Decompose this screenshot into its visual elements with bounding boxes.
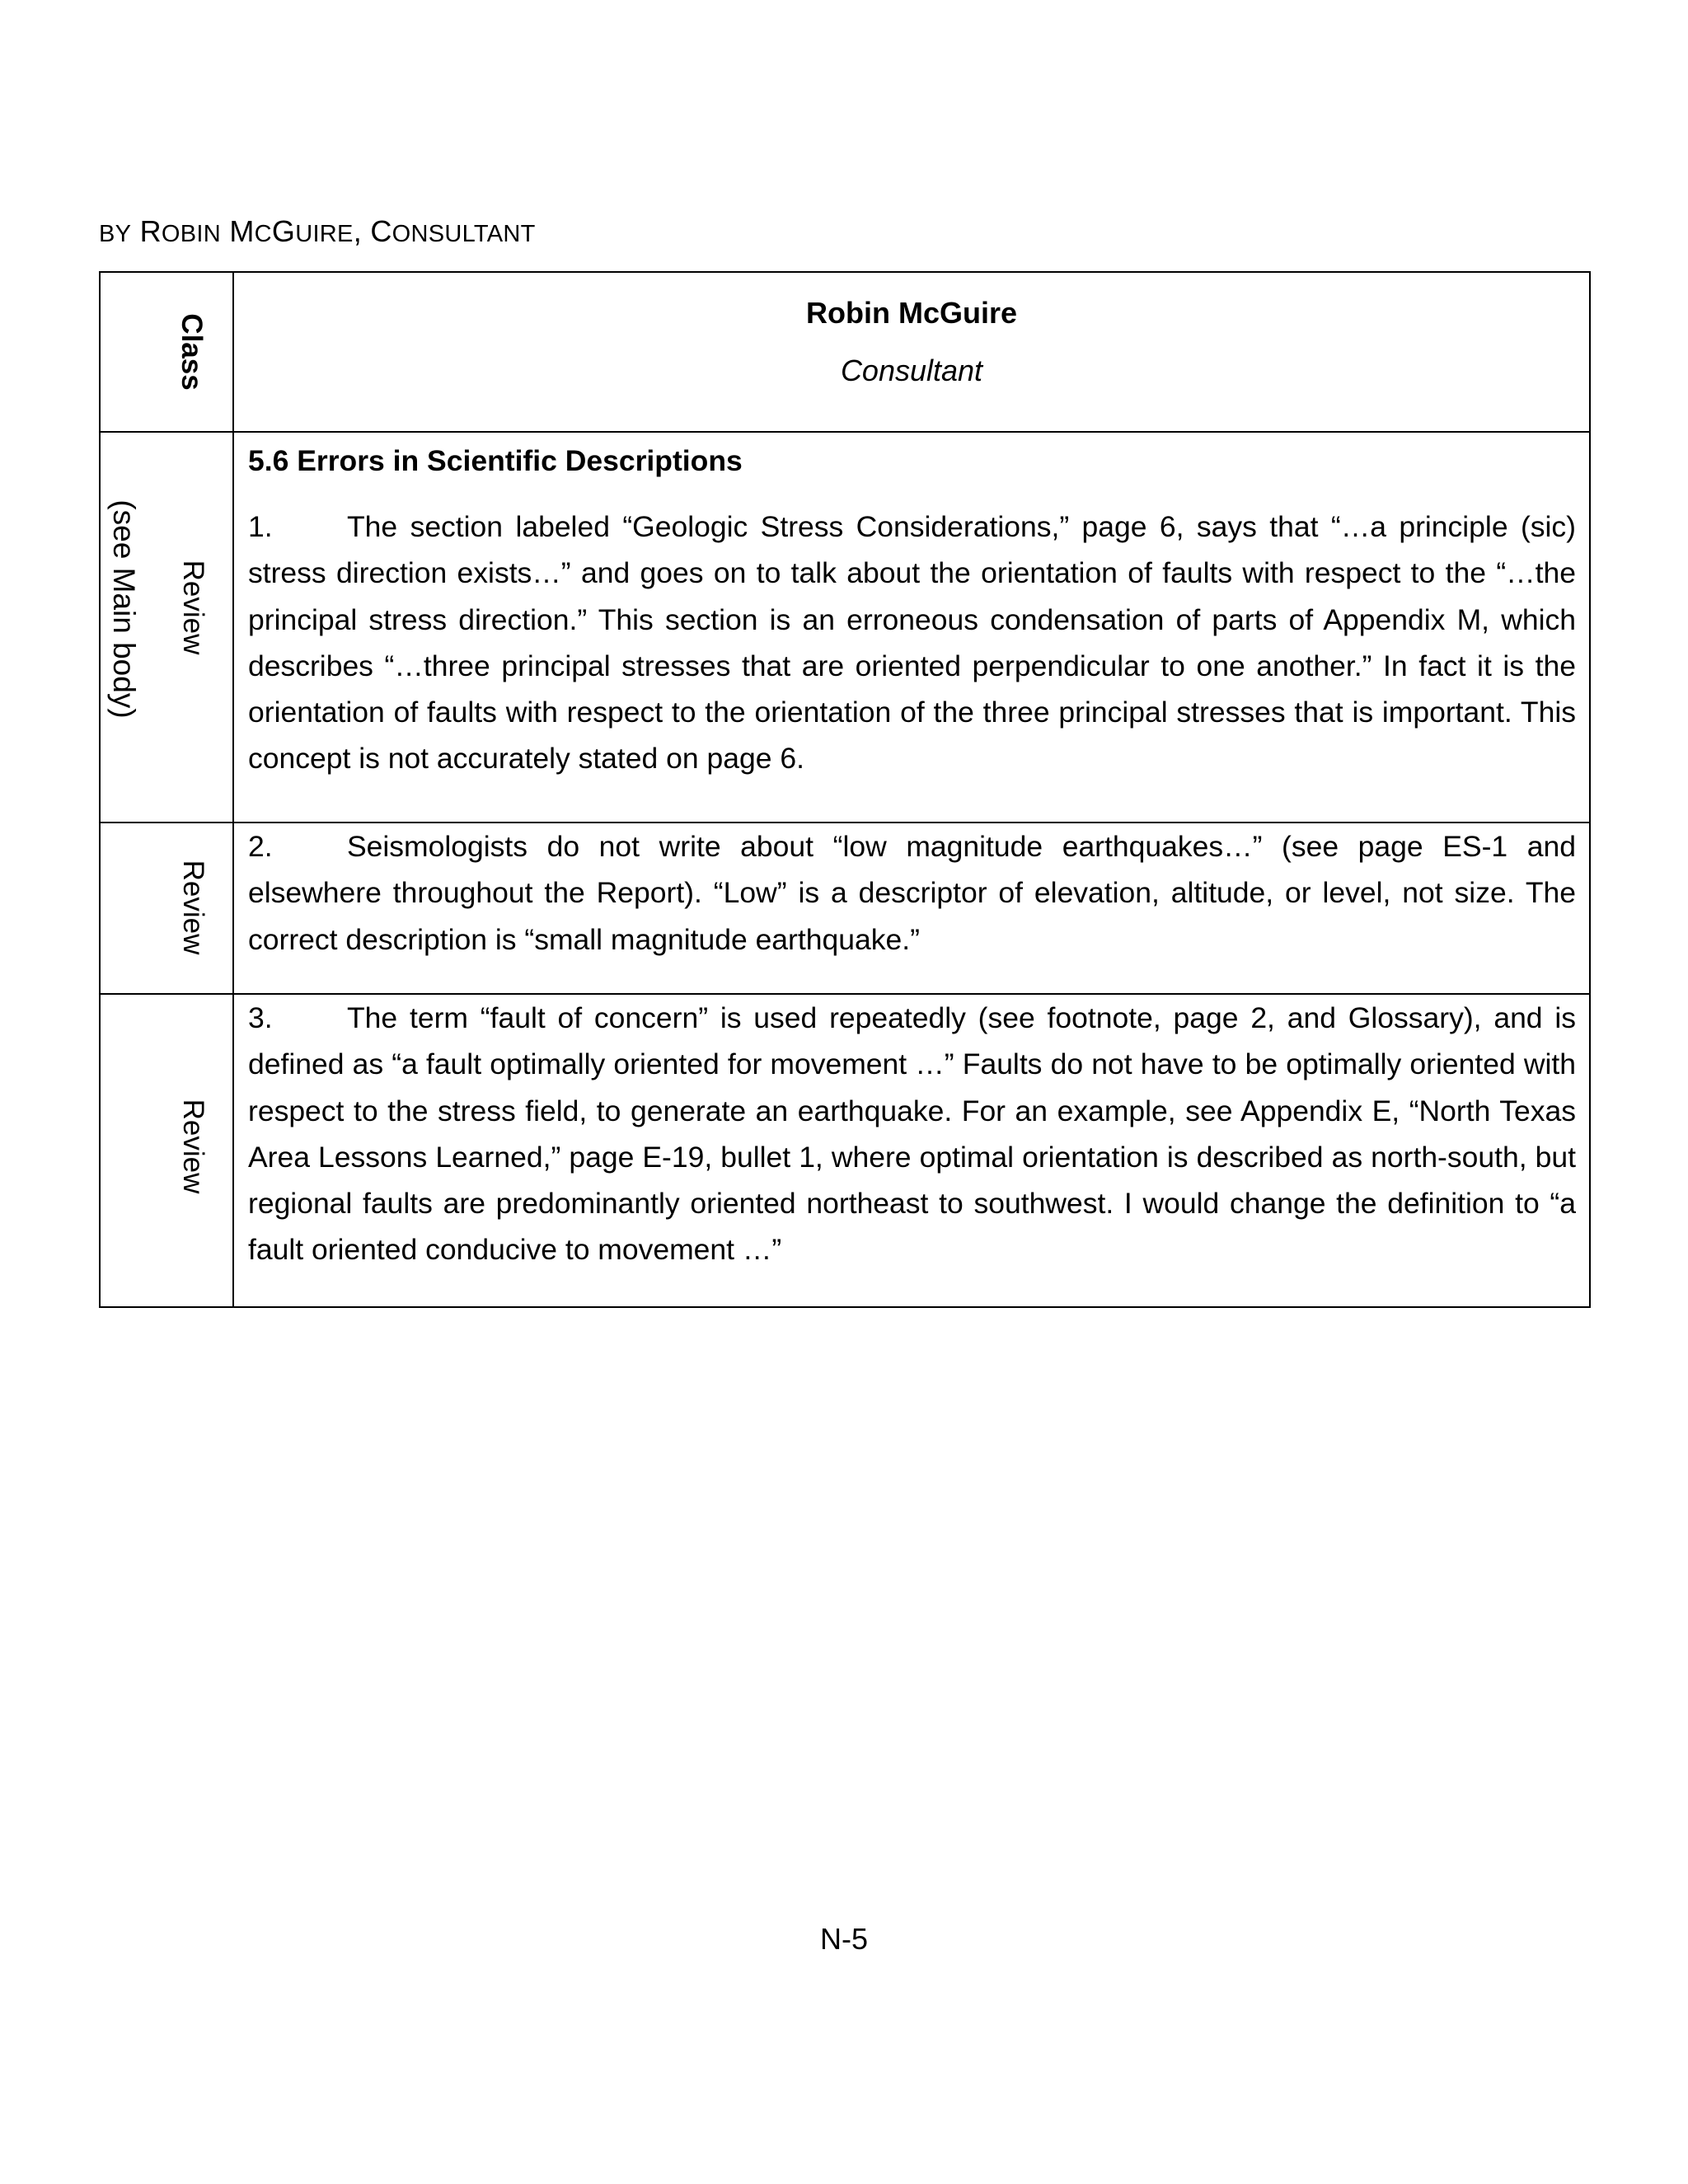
class-review-label: Review <box>177 860 209 955</box>
comment-paragraph <box>248 823 1576 963</box>
reviewer-name: Robin McGuire <box>805 296 1017 330</box>
comment-text: The term “fault of concern” is used repeatedly (see footnote, page 2, and Glossary), and is defined as “a fault optimally oriented for movement …” Faults do not have to be optimally oriented with respect to the stress field, to generate an earthquake. For an example, see Appendix E, “North Texas Area Lessons Learned,” page E-19, bullet 1, where optimal orientation is described as north-south, but regional faults are predominantly oriented northeast to southwest. I would change the definition to “a fault oriented conducive to movement …” <box>248 1001 1576 1267</box>
comment-text: Seismologists do not write about “low magnitude earthquakes…” (see page ES-1 and elsewhere throughout the Report). “Low” is a descriptor of elevation, altitude, or level, not size. The correct description is “small magnitude earthquake.” <box>248 830 1576 956</box>
comment-cell <box>233 432 1590 823</box>
class-review-label: Review <box>177 1099 209 1194</box>
document-byline: BY ROBIN MCGUIRE, CONSULTANT <box>99 214 536 248</box>
class-header-label: Class <box>176 313 208 391</box>
comment-number: 2. <box>248 830 273 863</box>
reviewer-role: Consultant <box>840 354 983 387</box>
comment-number: 3. <box>248 1001 273 1034</box>
comment-paragraph <box>248 995 1576 1273</box>
class-cell <box>100 432 233 823</box>
class-review-label: Review <box>177 560 209 655</box>
comment-number: 1. <box>248 510 273 543</box>
comment-cell <box>233 823 1590 994</box>
section-title: 5.6 Errors in Scientific Descriptions <box>248 444 743 477</box>
class-cell <box>100 994 233 1307</box>
side-note-label: (see Main body) <box>107 499 141 719</box>
class-cell <box>100 823 233 994</box>
reviewer-header-cell <box>233 272 1590 432</box>
comment-paragraph <box>248 504 1576 782</box>
comment-cell <box>233 994 1590 1307</box>
comment-text: The section labeled “Geologic Stress Considerations,” page 6, says that “…a principle (sic) stress direction exists…” and goes on to talk about the orientation of faults with respect to the “…the principal stress direction.” This section is an erroneous condensation of parts of Appendix M, which describes “…three principal stresses that are oriented perpendicular to one another.” In fact it is the orientation of faults with respect to the orientation of the three principal stresses that is important. This concept is not accurately stated on page 6. <box>248 510 1576 776</box>
class-header-cell <box>100 272 233 432</box>
table-row <box>100 994 1590 1307</box>
byline-by: BY <box>99 221 132 247</box>
review-table <box>99 271 1591 1308</box>
page-number: N-5 <box>819 1922 868 1956</box>
table-header-row <box>100 272 1590 432</box>
table-row <box>100 432 1590 823</box>
table-row <box>100 823 1590 994</box>
